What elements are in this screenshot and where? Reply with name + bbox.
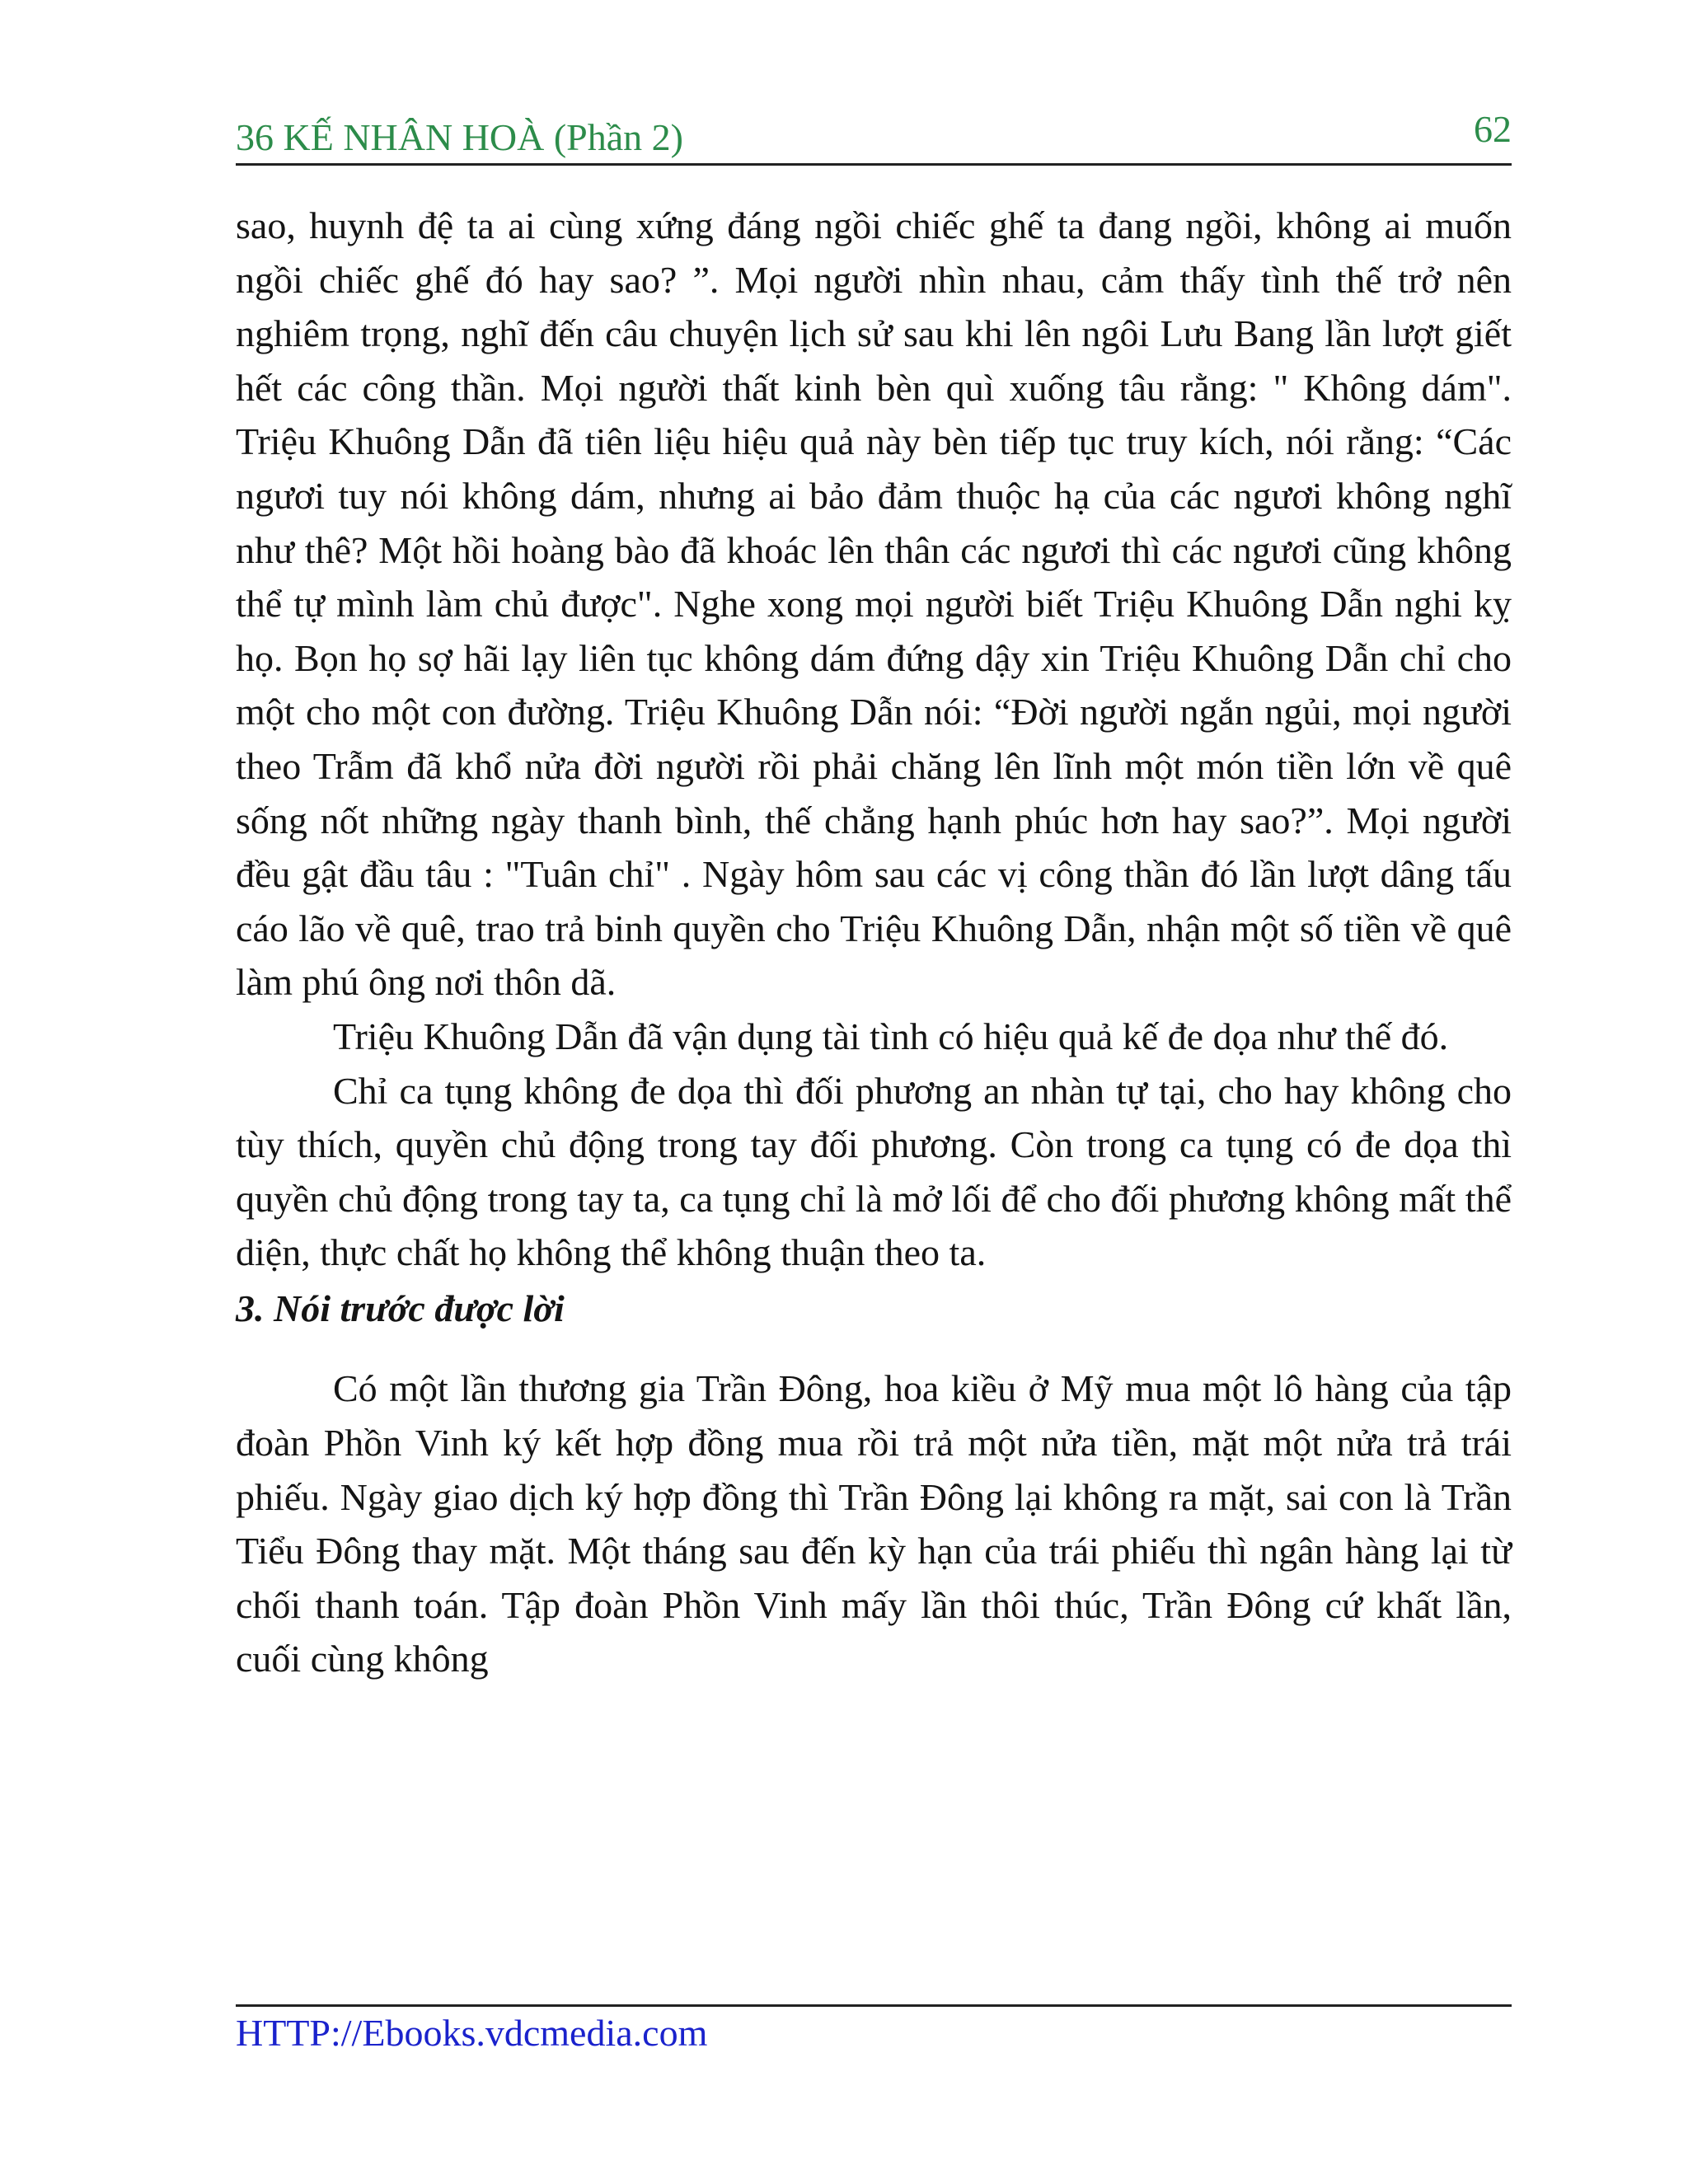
body-paragraph-1: sao, huynh đệ ta ai cùng xứng đáng ngồi chiếc ghế ta đang ngồi, không ai muốn ngồi chiếc ghế đó hay sao? ”. Mọi người nhìn nhau, cảm thấy tình thế trở nên nghiêm trọng, nghĩ đến câu chuyện lịch sử sau khi lên ngôi Lưu Bang lần lượt giết hết các công thần. Mọi người thất kinh bèn quì xuống tâu rằng: " Không dám". Triệu Khuông Dẫn đã tiên liệu hiệu quả này bèn tiếp tục truy kích, nói rằng: “Các ngươi tuy nói không dám, nhưng ai bảo đảm thuộc hạ của các ngươi không nghĩ như thê? Một hồi hoàng bào đã khoác lên thân các ngươi thì các ngươi cũng không thể tự mình làm chủ được". Nghe xong mọi người biết Triệu Khuông Dẫn nghi kỵ họ. Bọn họ sợ hãi lạy liên tục không dám đứng dậy xin Triệu Khuông Dẫn chỉ cho một cho một con đường. Triệu Khuông Dẫn nói: “Đời người ngắn ngủi, mọi người theo Trẫm đã khổ nửa đời người rồi phải chăng lên lĩnh một món tiền lớn về quê sống nốt những ngày thanh bình, thế chẳng hạnh phúc hơn hay sao?”. Mọi người đều gật đầu tâu : "Tuân chỉ" . Ngày hôm sau các vị công thần đó lần lượt dâng tấu cáo lão về quê, trao trả binh quyền cho Triệu Khuông Dẫn, nhận một số tiền về quê làm phú ông nơi thôn dã.: [236, 204, 1512, 1004]
page-header: [236, 107, 1512, 165]
body-paragraph-4: Có một lần thương gia Trần Đông, hoa kiều ở Mỹ mua một lô hàng của tập đoàn Phồn Vinh ký kết hợp đồng mua rồi trả một nửa tiền, mặt một nửa trả trái phiếu. Ngày giao dịch ký hợp đồng thì Trần Đông lại không ra mặt, sai con là Trần Tiểu Đông thay mặt. Một tháng sau đến kỳ hạn của trái phiếu thì ngân hàng lại từ chối thanh toán. Tập đoàn Phồn Vinh mấy lần thôi thúc, Trần Đông cứ khất lần, cuối cùng không: [236, 1367, 1512, 1680]
body-paragraph-2: Triệu Khuông Dẫn đã vận dụng tài tình có hiệu quả kế đe dọa như thế đó.: [333, 1015, 1449, 1057]
page-number: 62: [1474, 108, 1512, 150]
section-heading: 3. Nói trước được lời: [236, 1286, 565, 1329]
header-divider: [236, 163, 1512, 166]
page-body: [236, 199, 1512, 1686]
body-paragraph-3: Chỉ ca tụng không đe dọa thì đối phương an nhàn tự tại, cho hay không cho tùy thích, quyền chủ động trong tay đối phương. Còn trong ca tụng có đe dọa thì quyền chủ động trong tay ta, ca tụng chỉ là mở lối để cho đối phương không mất thể diện, thực chất họ không thể không thuận theo ta.: [236, 1069, 1512, 1274]
footer-divider: [236, 2004, 1512, 2007]
footer-website-link[interactable]: HTTP://Ebooks.vdcmedia.com: [236, 2012, 708, 2054]
book-title: 36 KẾ NHÂN HOÀ (Phần 2): [236, 116, 683, 158]
